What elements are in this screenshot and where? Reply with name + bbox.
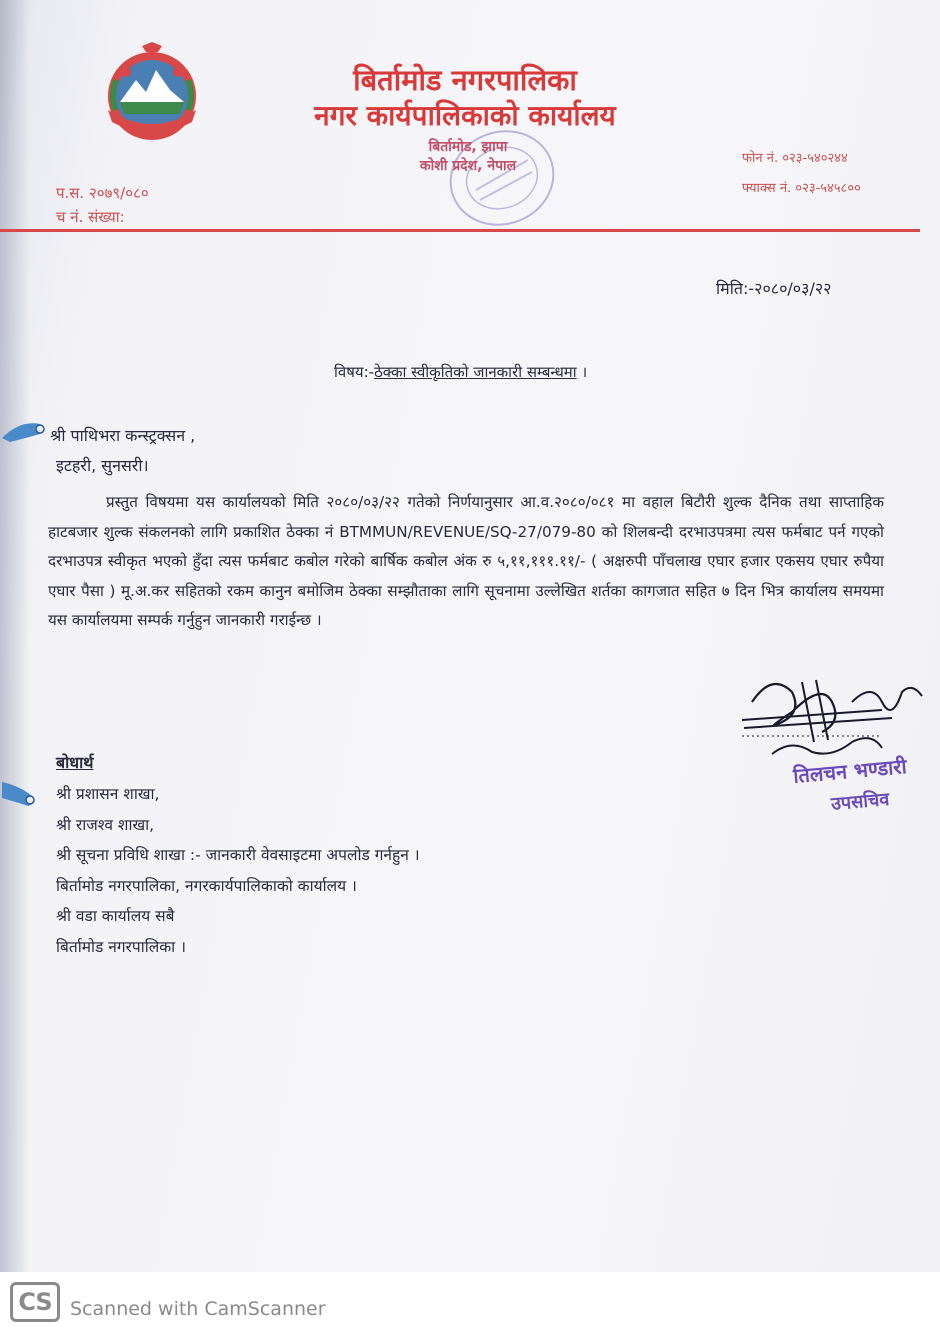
- cc-item: बिर्तामोड नगरपालिका, नगरकार्यपालिकाको कार्यालय ।: [56, 876, 357, 895]
- ch-number: च नं. संख्या:: [56, 208, 125, 226]
- subject-end: ।: [576, 363, 588, 381]
- cc-item: श्री प्रशासन शाखा,: [56, 785, 160, 803]
- phone-number: फोन नं. ०२३-५४०२४४: [742, 151, 848, 166]
- recipient-address: इटहरी, सुनसरी।: [56, 456, 149, 475]
- cc-item: श्री सूचना प्रविधि शाखा :- जानकारी वेवसाइटमा अपलोड गर्नहुन ।: [56, 846, 420, 864]
- address-line-2: कोशी प्रदेश, नेपाल: [419, 158, 517, 174]
- signatory-title: उपसचिव: [830, 788, 891, 815]
- recipient-block: [50, 421, 196, 481]
- fax-number: फ्याक्स नं. ०२३-५४५८००: [742, 181, 861, 196]
- office-address: [388, 138, 548, 176]
- cc-item: श्री राजश्व शाखा,: [56, 815, 155, 834]
- letter-date: मिति:-२०८०/०३/२२: [716, 279, 832, 298]
- letter-subject: [334, 362, 587, 382]
- nepal-emblem-icon: [96, 40, 208, 150]
- subject-text: ठेक्का स्वीकृतिको जानकारी सम्बन्धमा: [374, 363, 577, 381]
- letterhead-divider: [0, 229, 920, 232]
- signatory-name: तिलचन भण्डारी: [792, 754, 908, 788]
- cc-item: श्री वडा कार्यालय सबै: [56, 907, 175, 925]
- camscanner-footer: [0, 1272, 940, 1342]
- camscanner-logo-icon: CS: [10, 1282, 60, 1322]
- camscanner-watermark-text: Scanned with CamScanner: [70, 1298, 326, 1320]
- binder-clip-icon: [0, 416, 48, 446]
- subject-prefix: विषय:-: [334, 363, 375, 381]
- letter-body: [48, 488, 884, 636]
- ps-number: प.स. २०७९/०८०: [56, 184, 149, 202]
- office-subtitle: नगर कार्यपालिकाको कार्यालय: [314, 99, 616, 132]
- municipality-name: बिर्तामोड नगरपालिका: [353, 63, 577, 97]
- cc-list: [56, 779, 420, 962]
- address-line-1: बिर्तामोड, झापा: [428, 139, 508, 155]
- binder-clip-icon: [0, 776, 40, 812]
- body-paragraph: प्रस्तुत विषयमा यस कार्यालयको मिति २०८०/०३/२२ गतेको निर्णयानुसार आ.व.२०८०/०८१ मा वहाल बिटौरी शुल्क दैनिक तथा साप्ताहिक हाटबजार शुल्क संकलनको लागि प्रकाशित ठेक्का नं BTMMUN/REVENUE/SQ-27/079-80 को शिलबन्दी दरभाउपत्रमा त्यस फर्मबाट पर्न गएको दरभाउपत्र स्वीकृत भएको हुँदा त्यस फर्मबाट कबोल गरेको बार्षिक कबोल अंक रु ५,११,१११.११/- ( अक्षरुपी पाँचलाख एघार हजार एकसय एघार रुपैया एघार पैसा ) मू.अ.कर सहितको रकम कानुन बमोजिम ठेक्का सम्झौताका लागि सूचनामा उल्लेखित शर्तका कागजात सहित ७ दिन भित्र कार्यालय समयमा यस कार्यालयमा सम्पर्क गर्नुहुन जानकारी गराईन्छ ।: [48, 493, 884, 630]
- cc-item: बिर्तामोड नगरपालिका ।: [56, 937, 186, 956]
- page-edge-shadow: [0, 0, 30, 1272]
- recipient-name: श्री पाथिभरा कन्स्ट्रक्सन ,: [50, 426, 196, 445]
- cc-heading: बोधार्थ: [56, 753, 94, 772]
